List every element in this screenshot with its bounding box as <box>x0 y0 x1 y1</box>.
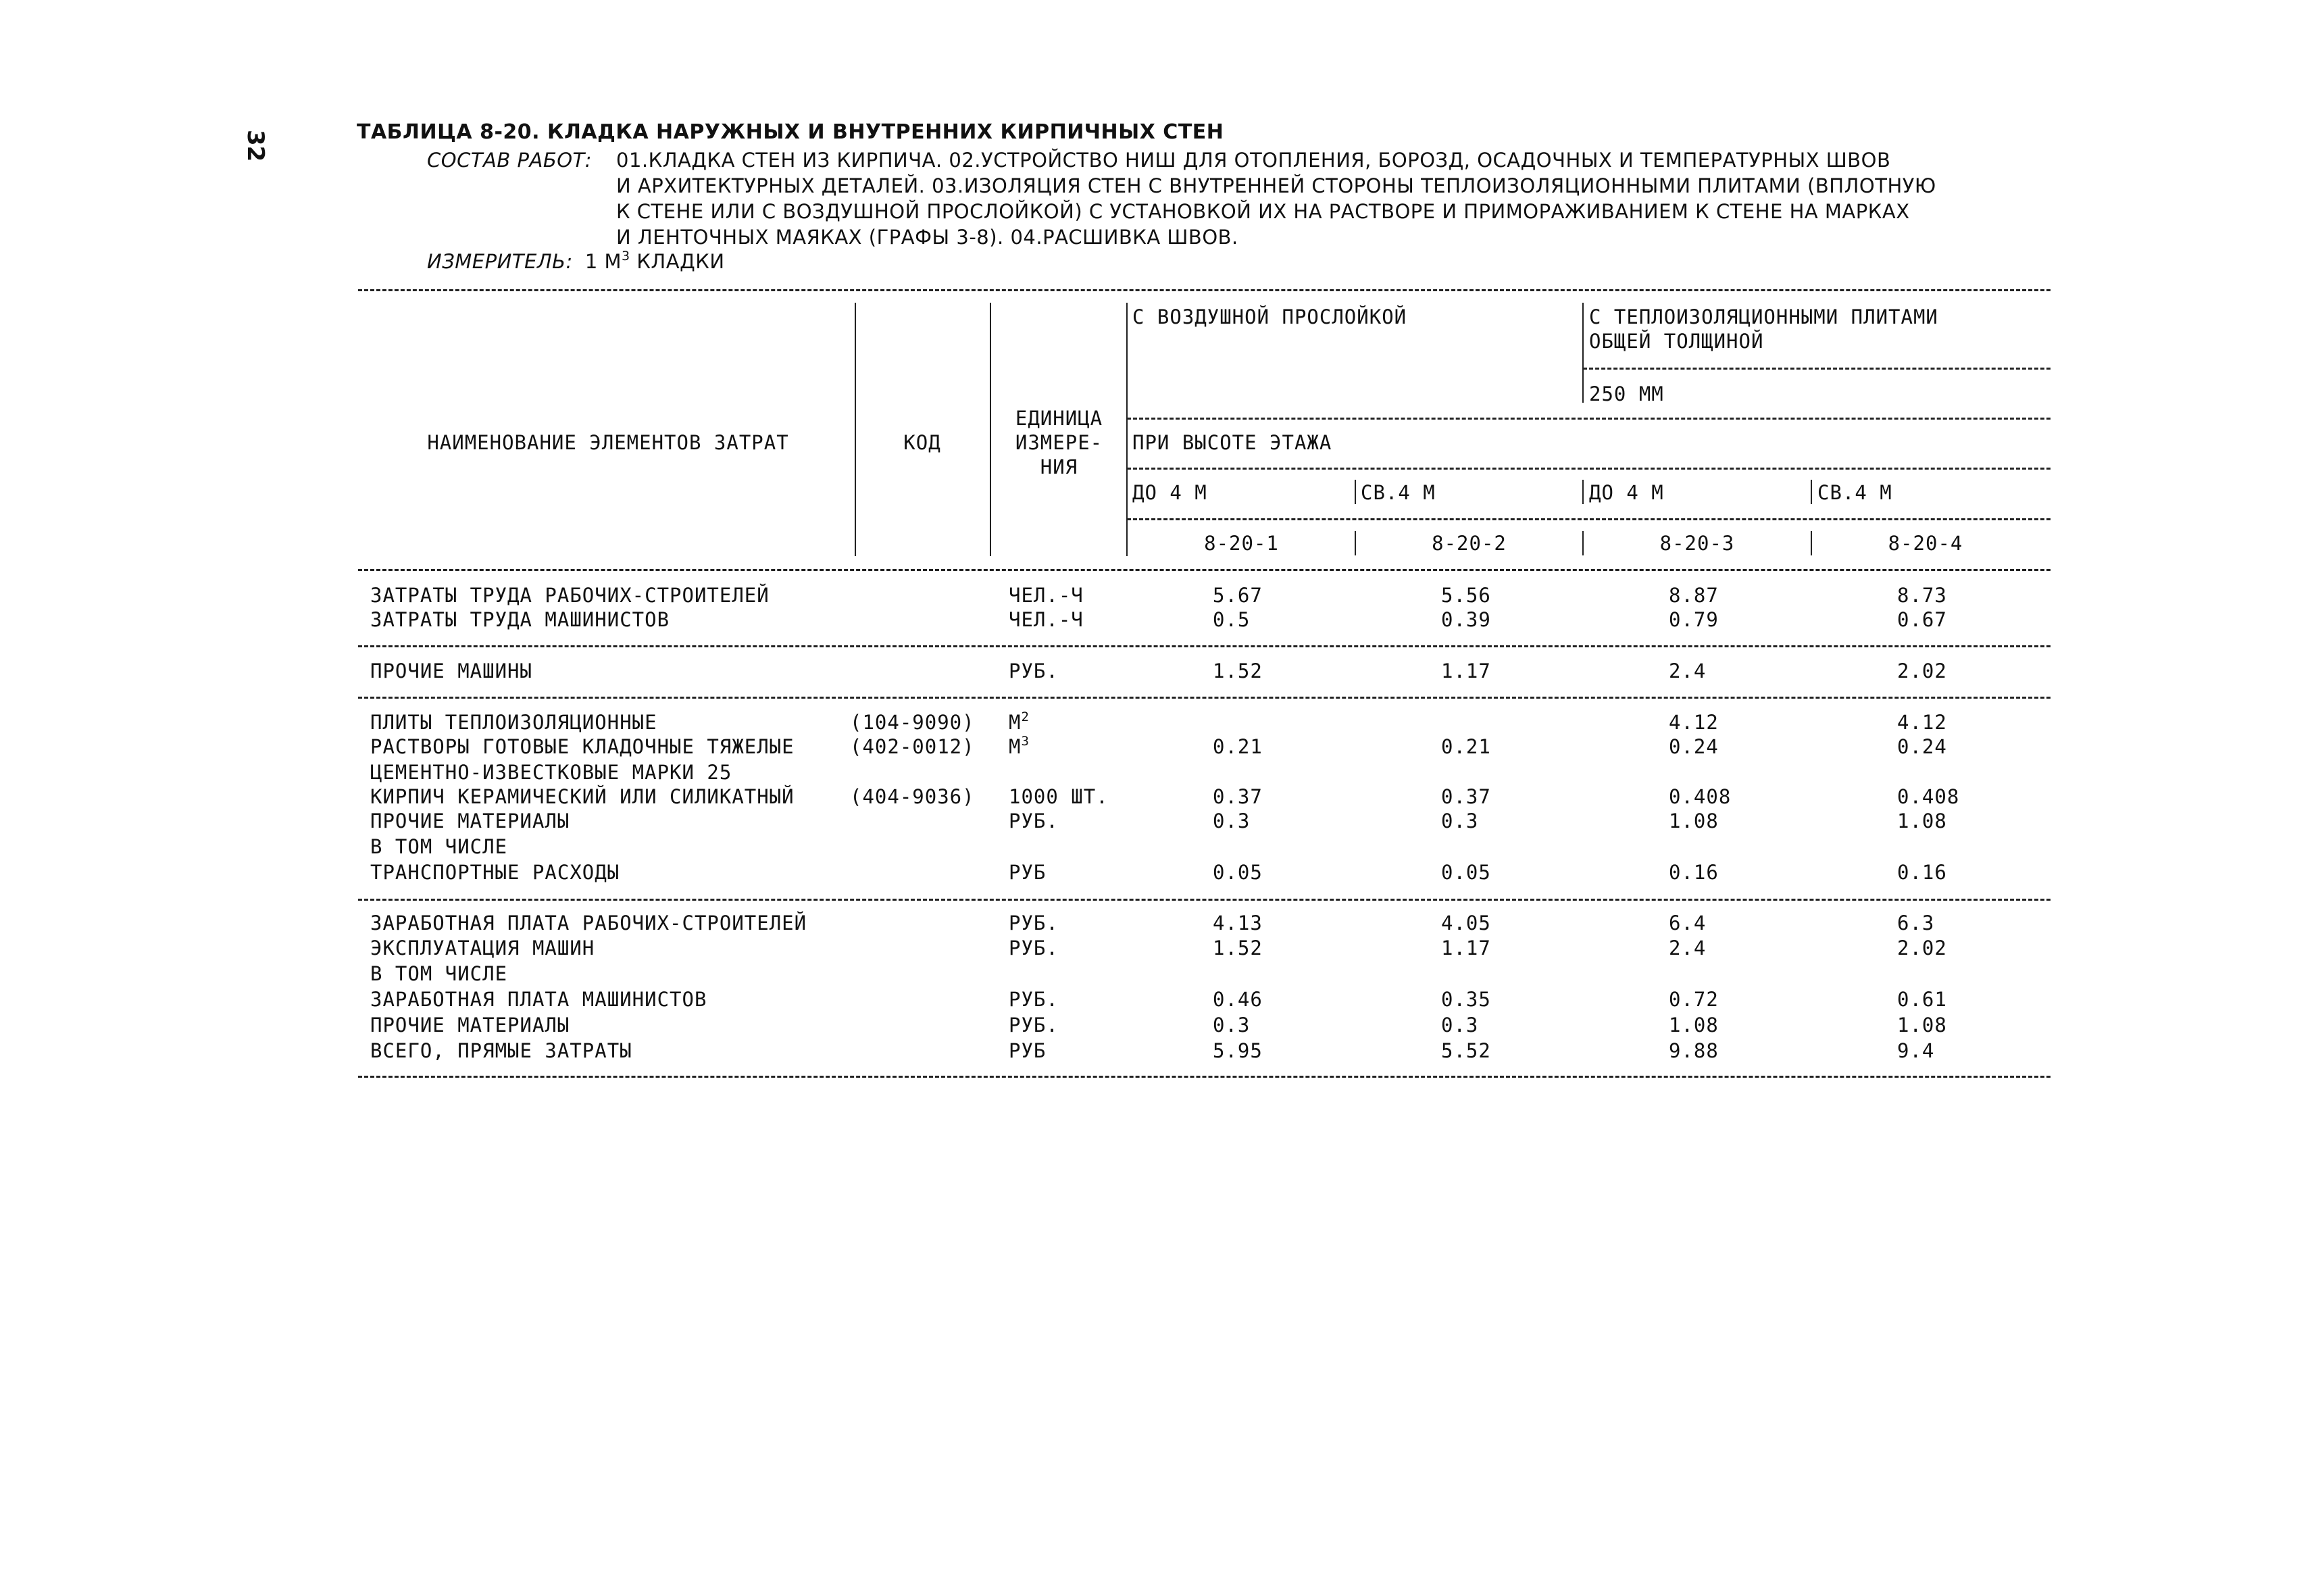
section-rule-1 <box>358 645 2051 647</box>
row-value-4: 9.4 <box>1897 1039 1935 1062</box>
measure-unit-value: 1 М <box>584 250 622 273</box>
header-height-4: СВ.4 М <box>1817 481 1892 504</box>
row-name: ЦЕМЕНТНО-ИЗВЕСТКОВЫЕ МАРКИ 25 <box>370 761 732 784</box>
composition-label: СОСТАВ РАБОТ: <box>427 149 593 172</box>
row-value-2: 5.56 <box>1441 584 1491 607</box>
composition-line-1 <box>427 147 1936 173</box>
row-value-4: 4.12 <box>1897 711 1947 734</box>
row-value-1: 0.3 <box>1213 1014 1251 1037</box>
row-value-4: 0.24 <box>1897 735 1947 758</box>
header-divider-code <box>990 303 991 556</box>
row-value-1: 1.52 <box>1213 937 1263 959</box>
row-value-2: 1.17 <box>1441 937 1491 959</box>
header-divider-unit <box>1126 303 1128 556</box>
row-value-2: 0.21 <box>1441 735 1491 758</box>
row-value-2: 0.3 <box>1441 1014 1479 1037</box>
header-rule-thickness <box>1583 368 2051 370</box>
row-value-3: 1.08 <box>1669 1014 1719 1037</box>
page-number: 32 <box>242 130 269 162</box>
header-height-3: ДО 4 М <box>1589 481 1664 504</box>
header-divider-name <box>855 303 856 556</box>
composition-line-3: К СТЕНЕ ИЛИ С ВОЗДУШНОЙ ПРОСЛОЙКОЙ) С УСТАНОВКОЙ ИХ НА РАСТВОРЕ И ПРИМОРАЖИВАНИЕМ К СТЕНЕ НА МАРКАХ <box>616 200 1910 223</box>
header-rule-codes <box>1127 518 2051 520</box>
row-value-3: 0.16 <box>1669 861 1719 884</box>
row-name: ПЛИТЫ ТЕПЛОИЗОЛЯЦИОННЫЕ <box>370 711 657 734</box>
composition-line-4: И ЛЕНТОЧНЫХ МАЯКАХ (ГРАФЫ 3-8). 04.РАСШИВКА ШВОВ. <box>616 226 1238 249</box>
row-value-2: 0.3 <box>1441 809 1479 832</box>
table-top-rule <box>358 289 2051 291</box>
table-title: ТАБЛИЦА 8-20. КЛАДКА НАРУЖНЫХ И ВНУТРЕННИХ КИРПИЧНЫХ СТЕН <box>357 120 1224 144</box>
row-value-3: 2.4 <box>1669 659 1707 682</box>
row-value-3: 0.24 <box>1669 735 1719 758</box>
row-unit: $М^2$ <box>1009 709 1030 734</box>
header-unit-column-3: НИЯ <box>1040 455 1078 478</box>
row-value-1: 0.3 <box>1213 809 1251 832</box>
row-value-1: 0.21 <box>1213 735 1263 758</box>
header-divider-h4 <box>1811 480 1812 504</box>
measure-unit-sup: 3 <box>622 249 630 264</box>
measure-unit <box>427 250 725 273</box>
header-rule-height <box>1127 468 2051 470</box>
row-unit: РУБ. <box>1009 988 1059 1011</box>
row-unit: 1000 ШТ. <box>1009 785 1109 808</box>
row-value-1: 5.67 <box>1213 584 1263 607</box>
row-unit: РУБ. <box>1009 809 1059 832</box>
header-rule-floor <box>1127 418 2051 420</box>
row-name: ЗАТРАТЫ ТРУДА МАШИНИСТОВ <box>370 608 670 631</box>
row-code: (404-9036) <box>850 785 975 808</box>
row-value-2: 0.39 <box>1441 608 1491 631</box>
header-height-1: ДО 4 М <box>1132 481 1207 504</box>
row-value-4: 0.61 <box>1897 988 1947 1011</box>
header-code-8-20-4: 8-20-4 <box>1888 532 1963 555</box>
row-value-3: 9.88 <box>1669 1039 1719 1062</box>
row-unit: РУБ. <box>1009 937 1059 959</box>
row-value-1: 0.46 <box>1213 988 1263 1011</box>
header-thickness: 250 ММ <box>1589 382 1664 405</box>
row-unit: ЧЕЛ.-Ч <box>1009 584 1084 607</box>
row-value-1: 0.5 <box>1213 608 1251 631</box>
composition-text: 01.КЛАДКА СТЕН ИЗ КИРПИЧА. 02.УСТРОЙСТВО НИШ ДЛЯ ОТОПЛЕНИЯ, БОРОЗД, ОСАДОЧНЫХ И ТЕМПЕРАТУРНЫХ ШВОВ <box>616 149 1891 172</box>
row-value-3: 6.4 <box>1669 912 1707 934</box>
header-floor-height: ПРИ ВЫСОТЕ ЭТАЖА <box>1132 431 1332 454</box>
row-name: КИРПИЧ КЕРАМИЧЕСКИЙ ИЛИ СИЛИКАТНЫЙ <box>370 785 795 808</box>
row-value-3: 4.12 <box>1669 711 1719 734</box>
row-name: ЗАТРАТЫ ТРУДА РАБОЧИХ-СТРОИТЕЛЕЙ <box>370 584 770 607</box>
measure-unit-rest: КЛАДКИ <box>636 250 725 273</box>
header-group-plates-2: ОБЩЕЙ ТОЛЩИНОЙ <box>1589 330 1764 353</box>
composition-line-2: И АРХИТЕКТУРНЫХ ДЕТАЛЕЙ. 03.ИЗОЛЯЦИЯ СТЕН С ВНУТРЕННЕЙ СТОРОНЫ ТЕПЛОИЗОЛЯЦИОННЫМИ ПЛИТАМИ (ВПЛОТНУЮ <box>616 174 1936 197</box>
header-height-2: СВ.4 М <box>1361 481 1436 504</box>
measure-unit-label: ИЗМЕРИТЕЛЬ: <box>427 250 573 273</box>
header-code-column: КОД <box>903 431 941 454</box>
row-name: ЭКСПЛУАТАЦИЯ МАШИН <box>370 937 595 959</box>
section-rule-3 <box>358 899 2051 901</box>
row-value-2: 4.05 <box>1441 912 1491 934</box>
row-name: РАСТВОРЫ ГОТОВЫЕ КЛАДОЧНЫЕ ТЯЖЕЛЫЕ <box>370 735 795 758</box>
row-name: ПРОЧИЕ МАШИНЫ <box>370 659 532 682</box>
row-unit: РУБ. <box>1009 912 1059 934</box>
row-value-4: 0.16 <box>1897 861 1947 884</box>
row-name: ПРОЧИЕ МАТЕРИАЛЫ <box>370 809 570 832</box>
header-code-8-20-2: 8-20-2 <box>1432 532 1507 555</box>
row-unit: РУБ <box>1009 861 1047 884</box>
row-value-1: 1.52 <box>1213 659 1263 682</box>
row-value-1: 5.95 <box>1213 1039 1263 1062</box>
row-name: В ТОМ ЧИСЛЕ <box>370 962 508 985</box>
row-value-2: 1.17 <box>1441 659 1491 682</box>
row-unit: РУБ <box>1009 1039 1047 1062</box>
header-divider-h2 <box>1355 480 1356 504</box>
row-value-4: 2.02 <box>1897 937 1947 959</box>
row-value-2: 0.37 <box>1441 785 1491 808</box>
header-divider-groups <box>1582 303 1584 403</box>
row-value-3: 0.72 <box>1669 988 1719 1011</box>
row-unit: ЧЕЛ.-Ч <box>1009 608 1084 631</box>
row-value-4: 1.08 <box>1897 1014 1947 1037</box>
row-unit: $М^3$ <box>1009 734 1030 758</box>
header-group-plates-1: С ТЕПЛОИЗОЛЯЦИОННЫМИ ПЛИТАМИ <box>1589 305 1938 328</box>
row-name: ТРАНСПОРТНЫЕ РАСХОДЫ <box>370 861 620 884</box>
header-code-8-20-3: 8-20-3 <box>1659 532 1735 555</box>
section-rule-2 <box>358 697 2051 699</box>
header-bottom-rule <box>358 569 2051 571</box>
header-unit-column-2: ИЗМЕРЕ- <box>1015 431 1103 454</box>
row-name: ЗАРАБОТНАЯ ПЛАТА РАБОЧИХ-СТРОИТЕЛЕЙ <box>370 912 807 934</box>
row-value-4: 8.73 <box>1897 584 1947 607</box>
header-name-column: НАИМЕНОВАНИЕ ЭЛЕМЕНТОВ ЗАТРАТ <box>427 431 789 454</box>
header-code-8-20-1: 8-20-1 <box>1204 532 1279 555</box>
row-value-3: 1.08 <box>1669 809 1719 832</box>
row-code: (402-0012) <box>850 735 975 758</box>
row-value-1: 0.37 <box>1213 785 1263 808</box>
row-value-2: 5.52 <box>1441 1039 1491 1062</box>
work-composition <box>427 147 1936 250</box>
row-value-2: 0.35 <box>1441 988 1491 1011</box>
row-name: ПРОЧИЕ МАТЕРИАЛЫ <box>370 1014 570 1037</box>
header-group-air: С ВОЗДУШНОЙ ПРОСЛОЙКОЙ <box>1132 305 1407 328</box>
row-unit: РУБ. <box>1009 1014 1059 1037</box>
row-value-4: 6.3 <box>1897 912 1935 934</box>
row-name: В ТОМ ЧИСЛЕ <box>370 835 508 858</box>
row-value-2: 0.05 <box>1441 861 1491 884</box>
header-unit-column-1: ЕДИНИЦА <box>1015 407 1103 430</box>
row-unit: РУБ. <box>1009 659 1059 682</box>
row-name: ВСЕГО, ПРЯМЫЕ ЗАТРАТЫ <box>370 1039 632 1062</box>
row-name: ЗАРАБОТНАЯ ПЛАТА МАШИНИСТОВ <box>370 988 707 1011</box>
row-value-4: 2.02 <box>1897 659 1947 682</box>
row-value-4: 0.408 <box>1897 785 1960 808</box>
row-value-3: 0.79 <box>1669 608 1719 631</box>
row-value-3: 8.87 <box>1669 584 1719 607</box>
row-value-1: 4.13 <box>1213 912 1263 934</box>
row-code: (104-9090) <box>850 711 975 734</box>
row-value-1: 0.05 <box>1213 861 1263 884</box>
row-value-4: 0.67 <box>1897 608 1947 631</box>
row-value-3: 2.4 <box>1669 937 1707 959</box>
header-divider-h3 <box>1582 480 1584 504</box>
row-value-3: 0.408 <box>1669 785 1732 808</box>
row-value-4: 1.08 <box>1897 809 1947 832</box>
table-bottom-rule <box>358 1076 2051 1078</box>
